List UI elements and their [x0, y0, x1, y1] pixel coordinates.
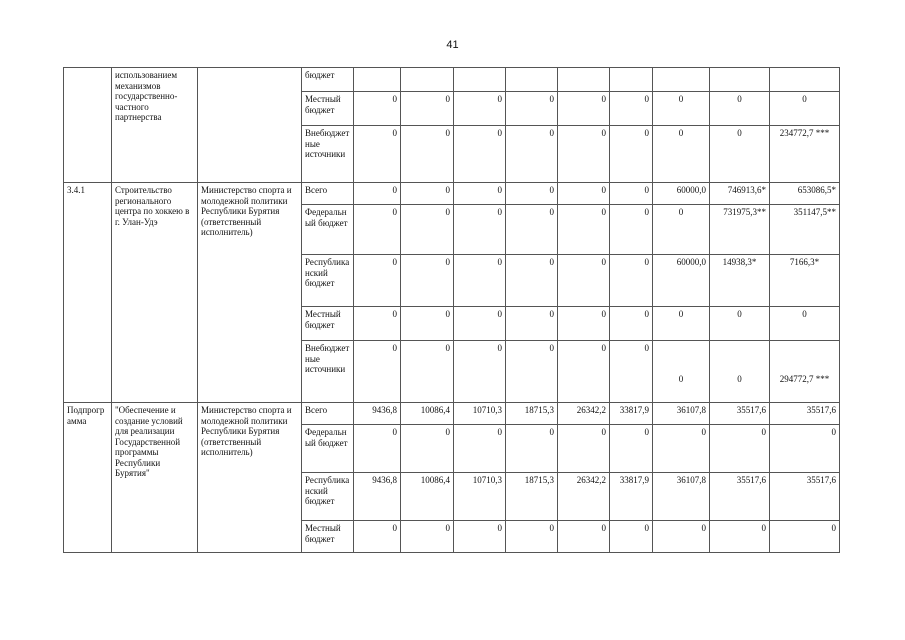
value-cell — [506, 68, 558, 92]
value-cell: 0 — [506, 341, 558, 403]
value-cell: 653086,5* — [770, 183, 840, 205]
value-cell: 10710,3 — [454, 403, 506, 425]
value-cell: 731975,3** — [710, 205, 770, 255]
value-cell — [653, 68, 710, 92]
row-executor-cell: Министерство спорта и молодежной политики Республики Бурятия (ответственный исполнитель) — [198, 403, 302, 553]
value-cell: 0 — [558, 183, 610, 205]
funding-source-cell: Местный бюджет — [302, 307, 354, 341]
value-cell: 35517,6 — [710, 403, 770, 425]
value-cell: 0 — [454, 425, 506, 473]
value-cell: 0 — [354, 205, 401, 255]
value-cell: 0 — [653, 205, 710, 255]
funding-source-cell: Внебюджетные источники — [302, 341, 354, 403]
value-cell: 0 — [610, 126, 653, 183]
value-cell: 0 — [354, 183, 401, 205]
row-id-cell: 3.4.1 — [64, 183, 112, 403]
value-cell: 0 — [506, 92, 558, 126]
value-cell: 36107,8 — [653, 473, 710, 521]
value-cell: 0 — [610, 307, 653, 341]
value-cell: 10086,4 — [401, 473, 454, 521]
value-cell: 0 — [710, 126, 770, 183]
value-cell — [354, 68, 401, 92]
value-cell: 0 — [354, 521, 401, 553]
value-cell: 0 — [770, 92, 840, 126]
value-cell: 0 — [401, 92, 454, 126]
value-cell: 0 — [354, 126, 401, 183]
value-cell: 0 — [558, 521, 610, 553]
value-cell: 9436,8 — [354, 473, 401, 521]
value-cell: 36107,8 — [653, 403, 710, 425]
value-cell: 0 — [653, 341, 710, 403]
value-cell: 234772,7 *** — [770, 126, 840, 183]
value-cell: 0 — [558, 92, 610, 126]
value-cell: 0 — [610, 425, 653, 473]
value-cell: 0 — [610, 341, 653, 403]
funding-source-cell: Местный бюджет — [302, 92, 354, 126]
value-cell: 0 — [506, 126, 558, 183]
value-cell: 10086,4 — [401, 403, 454, 425]
value-cell: 0 — [653, 521, 710, 553]
page-number: 41 — [446, 39, 459, 51]
value-cell — [710, 68, 770, 92]
value-cell: 60000,0 — [653, 183, 710, 205]
funding-source-cell: Республиканский бюджет — [302, 473, 354, 521]
value-cell: 0 — [610, 255, 653, 307]
value-cell: 0 — [454, 255, 506, 307]
value-cell: 26342,2 — [558, 403, 610, 425]
value-cell: 0 — [653, 307, 710, 341]
funding-source-cell: Всего — [302, 183, 354, 205]
value-cell: 0 — [506, 521, 558, 553]
value-cell: 0 — [454, 205, 506, 255]
value-cell: 0 — [401, 341, 454, 403]
value-cell: 14938,3* — [710, 255, 770, 307]
value-cell: 0 — [610, 92, 653, 126]
funding-source-cell: Республиканский бюджет — [302, 255, 354, 307]
value-cell: 0 — [506, 255, 558, 307]
value-cell: 0 — [710, 425, 770, 473]
value-cell: 0 — [610, 205, 653, 255]
value-cell: 294772,7 *** — [770, 341, 840, 403]
value-cell: 18715,3 — [506, 403, 558, 425]
value-cell: 33817,9 — [610, 473, 653, 521]
value-cell: 0 — [770, 521, 840, 553]
value-cell: 0 — [354, 255, 401, 307]
table-row — [64, 183, 840, 205]
value-cell: 0 — [558, 307, 610, 341]
value-cell: 0 — [506, 425, 558, 473]
value-cell: 0 — [354, 307, 401, 341]
value-cell: 0 — [558, 425, 610, 473]
value-cell: 0 — [401, 307, 454, 341]
value-cell: 0 — [653, 92, 710, 126]
value-cell — [401, 68, 454, 92]
value-cell: 26342,2 — [558, 473, 610, 521]
value-cell: 7166,3* — [770, 255, 840, 307]
value-cell: 0 — [454, 521, 506, 553]
table-row — [64, 403, 840, 425]
funding-source-cell: Местный бюджет — [302, 521, 354, 553]
value-cell: 0 — [506, 183, 558, 205]
value-cell: 33817,9 — [610, 403, 653, 425]
funding-source-cell: бюджет — [302, 68, 354, 92]
value-cell: 0 — [610, 521, 653, 553]
value-cell: 0 — [401, 183, 454, 205]
value-cell: 0 — [401, 126, 454, 183]
value-cell: 0 — [354, 425, 401, 473]
value-cell: 35517,6 — [770, 403, 840, 425]
value-cell: 0 — [401, 255, 454, 307]
value-cell: 9436,8 — [354, 403, 401, 425]
value-cell — [558, 68, 610, 92]
value-cell: 0 — [710, 92, 770, 126]
table-row — [64, 68, 840, 92]
value-cell: 0 — [506, 307, 558, 341]
row-name-cell: использованием механизмов государственно-частного партнерства — [112, 68, 198, 183]
value-cell: 0 — [558, 205, 610, 255]
value-cell: 0 — [506, 205, 558, 255]
value-cell: 0 — [710, 307, 770, 341]
funding-source-cell: Внебюджетные источники — [302, 126, 354, 183]
value-cell: 0 — [401, 521, 454, 553]
row-executor-cell — [198, 68, 302, 183]
funding-source-cell: Всего — [302, 403, 354, 425]
value-cell — [770, 68, 840, 92]
value-cell: 0 — [454, 126, 506, 183]
value-cell: 0 — [454, 341, 506, 403]
value-cell: 0 — [558, 341, 610, 403]
value-cell: 0 — [558, 126, 610, 183]
value-cell: 0 — [454, 307, 506, 341]
value-cell: 746913,6* — [710, 183, 770, 205]
value-cell: 0 — [558, 255, 610, 307]
value-cell: 0 — [770, 425, 840, 473]
value-cell: 0 — [770, 307, 840, 341]
value-cell: 351147,5** — [770, 205, 840, 255]
value-cell: 0 — [401, 205, 454, 255]
value-cell: 0 — [354, 341, 401, 403]
value-cell — [610, 68, 653, 92]
value-cell: 0 — [710, 341, 770, 403]
value-cell: 0 — [454, 183, 506, 205]
value-cell: 10710,3 — [454, 473, 506, 521]
row-executor-cell: Министерство спорта и молодежной политики Республики Бурятия (ответственный исполнитель) — [198, 183, 302, 403]
value-cell: 0 — [653, 126, 710, 183]
value-cell: 0 — [710, 521, 770, 553]
value-cell: 35517,6 — [770, 473, 840, 521]
value-cell: 18715,3 — [506, 473, 558, 521]
row-name-cell: "Обеспечение и создание условий для реализации Государственной программы Республики Бурятия" — [112, 403, 198, 553]
funding-source-cell: Федеральный бюджет — [302, 205, 354, 255]
budget-table — [63, 67, 840, 553]
value-cell: 0 — [354, 92, 401, 126]
value-cell: 35517,6 — [710, 473, 770, 521]
row-id-cell — [64, 68, 112, 183]
value-cell: 0 — [653, 425, 710, 473]
value-cell — [454, 68, 506, 92]
row-name-cell: Строительство регионального центра по хоккею в г. Улан-Удэ — [112, 183, 198, 403]
row-id-cell: Подпрограмма — [64, 403, 112, 553]
value-cell: 0 — [610, 183, 653, 205]
value-cell: 0 — [401, 425, 454, 473]
value-cell: 60000,0 — [653, 255, 710, 307]
funding-source-cell: Федеральный бюджет — [302, 425, 354, 473]
value-cell: 0 — [454, 92, 506, 126]
